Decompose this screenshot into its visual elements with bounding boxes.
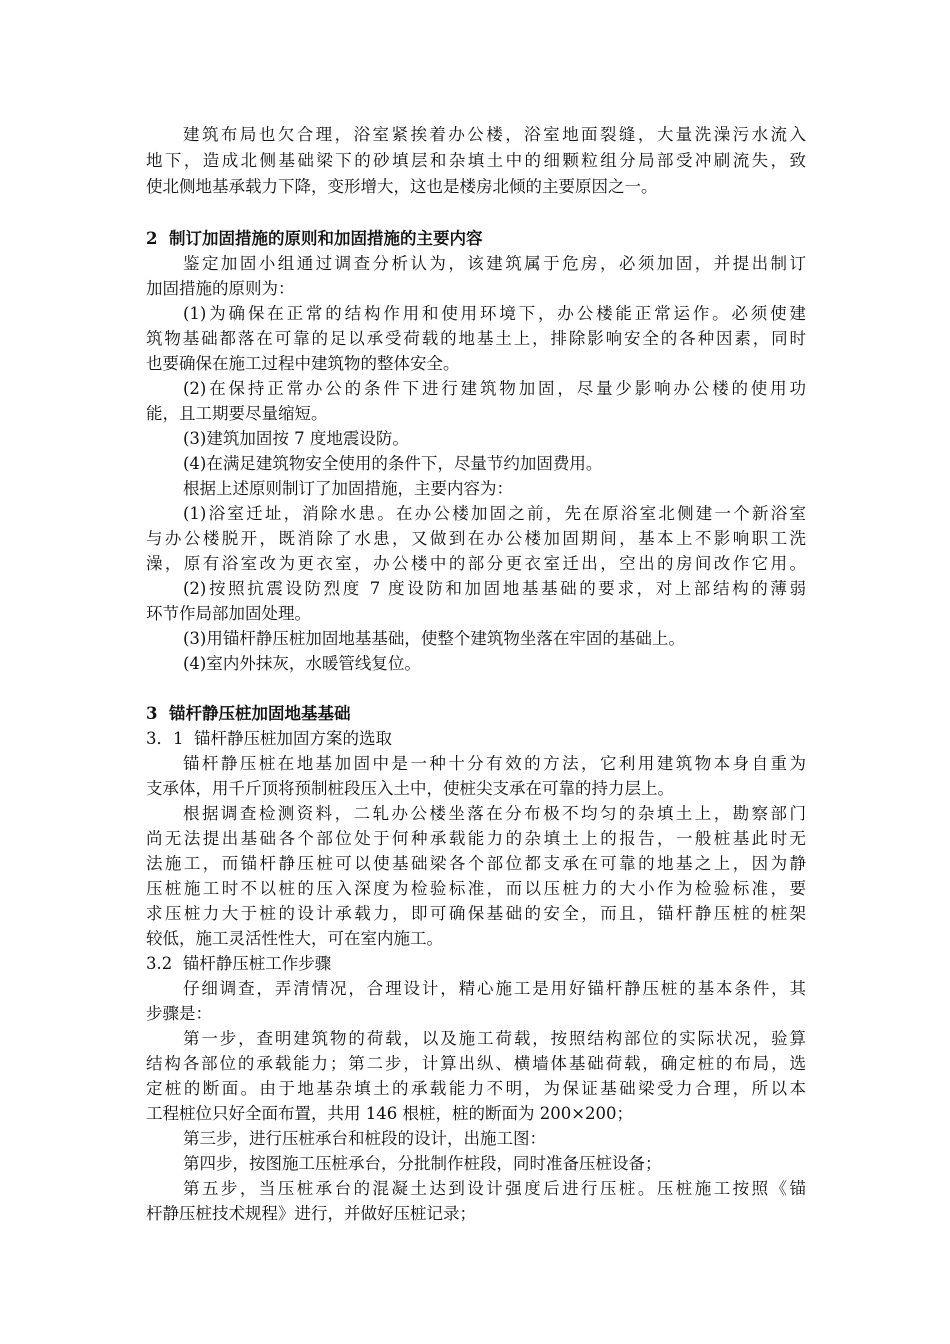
paragraph-line: 杆静压桩技术规程》进行，并做好压桩记录； <box>146 1204 476 1223</box>
paragraph-line: 锚杆静压桩在地基加固中是一种十分有效的方法，它利用建筑物本身自重为 <box>183 754 806 773</box>
paragraph-line: 使北侧地基承载力下降，变形增大，这也是楼房北倾的主要原因之一。 <box>146 177 658 196</box>
paragraph-line: (4)室内外抹灰，水暖管线复位。 <box>183 654 421 673</box>
paragraph-line: (1)浴室迁址，消除水患。在办公楼加固之前，先在原浴室北侧建一个新浴室 <box>183 504 806 523</box>
paragraph-line: 鉴定加固小组通过调查分析认为，该建筑属于危房，必须加固，并提出制订 <box>183 254 806 273</box>
paragraph-line: 环节作局部加固处理。 <box>146 604 311 623</box>
paragraph-line: 尚无法提出基础各个部位处于何种承载能力的杂填土上的报告，一般桩基此时无 <box>146 829 806 848</box>
paragraph-line: 较低，施工灵活性性大，可在室内施工。 <box>146 929 443 948</box>
paragraph-line: (4)在满足建筑物安全使用的条件下，尽量节约加固费用。 <box>183 454 603 473</box>
paragraph-line: 根据调查检测资料，二轧办公楼坐落在分布极不均匀的杂填土上，勘察部门 <box>183 804 806 823</box>
paragraph-line: (2)在保持正常办公的条件下进行建筑物加固，尽量少影响办公楼的使用功 <box>183 379 806 398</box>
paragraph-line: 结构各部位的承载能力；第二步，计算出纵、横墙体基础荷载，确定桩的布局，选 <box>146 1054 806 1073</box>
section-heading: 3 锚杆静压桩加固地基基础 <box>146 704 351 723</box>
paragraph-line: 能，且工期要尽量缩短。 <box>146 404 328 423</box>
section-heading: 2 制订加固措施的原则和加固措施的主要内容 <box>146 229 483 248</box>
subsection-heading: 3．1 锚杆静压桩加固方案的选取 <box>146 729 392 748</box>
paragraph-line: 求压桩力大于桩的设计承载力，即可确保基础的安全，而且，锚杆静压桩的桩架 <box>146 904 806 923</box>
paragraph-line: (3)建筑加固按 7 度地震设防。 <box>183 429 409 448</box>
paragraph-line: 步骤是： <box>146 1004 212 1023</box>
paragraph-line: 澡，原有浴室改为更衣室，办公楼中的部分更衣室迁出，空出的房间改作它用。 <box>146 554 806 573</box>
paragraph-line: 建筑布局也欠合理，浴室紧挨着办公楼，浴室地面裂缝，大量洗澡污水流入 <box>183 125 806 144</box>
paragraph-line: 工程桩位只好全面布置，共用 146 根桩，桩的断面为 200×200； <box>146 1104 634 1123</box>
paragraph-line: 定桩的断面。由于地基杂填土的承载能力不明，为保证基础梁受力合理，所以本 <box>146 1079 806 1098</box>
paragraph-line: 支承体，用千斤顶将预制桩段压入土中，使桩尖支承在可靠的持力层上。 <box>146 779 674 798</box>
paragraph-line: 也要确保在施工过程中建筑物的整体安全。 <box>146 354 460 373</box>
paragraph-line: (1)为确保在正常的结构作用和使用环境下，办公楼能正常运作。必须使建 <box>183 304 806 323</box>
paragraph-line: 加固措施的原则为： <box>146 279 295 298</box>
paragraph-line: 法施工，而锚杆静压桩可以使基础梁各个部位都支承在可靠的地基之上，因为静 <box>146 854 806 873</box>
paragraph-line: 压桩施工时不以桩的压入深度为检验标准，而以压桩力的大小作为检验标准，要 <box>146 879 806 898</box>
paragraph-line: 第三步，进行压桩承台和桩段的设计，出施工图： <box>183 1129 546 1148</box>
paragraph-line: (3)用锚杆静压桩加固地基基础，使整个建筑物坐落在牢固的基础上。 <box>183 629 685 648</box>
paragraph-line: 根据上述原则制订了加固措施，主要内容为： <box>183 479 513 498</box>
paragraph-line: 第四步，按图施工压桩承台，分批制作桩段，同时准备压桩设备； <box>183 1154 662 1173</box>
paragraph-line: 第一步，查明建筑物的荷载，以及施工荷载，按照结构部位的实际状况，验算 <box>183 1029 806 1048</box>
paragraph-line: 筑物基础都落在可靠的足以承受荷载的地基土上，排除影响安全的各种因素，同时 <box>146 329 806 348</box>
paragraph-line: 仔细调查，弄清情况，合理设计，精心施工是用好锚杆静压桩的基本条件，其 <box>183 979 806 998</box>
paragraph-line: 地下，造成北侧基础梁下的砂填层和杂填土中的细颗粒组分局部受冲刷流失，致 <box>146 151 806 170</box>
paragraph-line: (2)按照抗震设防烈度 7 度设防和加固地基基础的要求，对上部结构的薄弱 <box>183 579 806 598</box>
paragraph-line: 第五步，当压桩承台的混凝土达到设计强度后进行压桩。压桩施工按照《锚 <box>183 1179 806 1198</box>
paragraph-line: 与办公楼脱开，既消除了水患，又做到在办公楼加固期间，基本上不影响职工洗 <box>146 529 806 548</box>
subsection-heading: 3.2 锚杆静压桩工作步骤 <box>146 954 332 973</box>
